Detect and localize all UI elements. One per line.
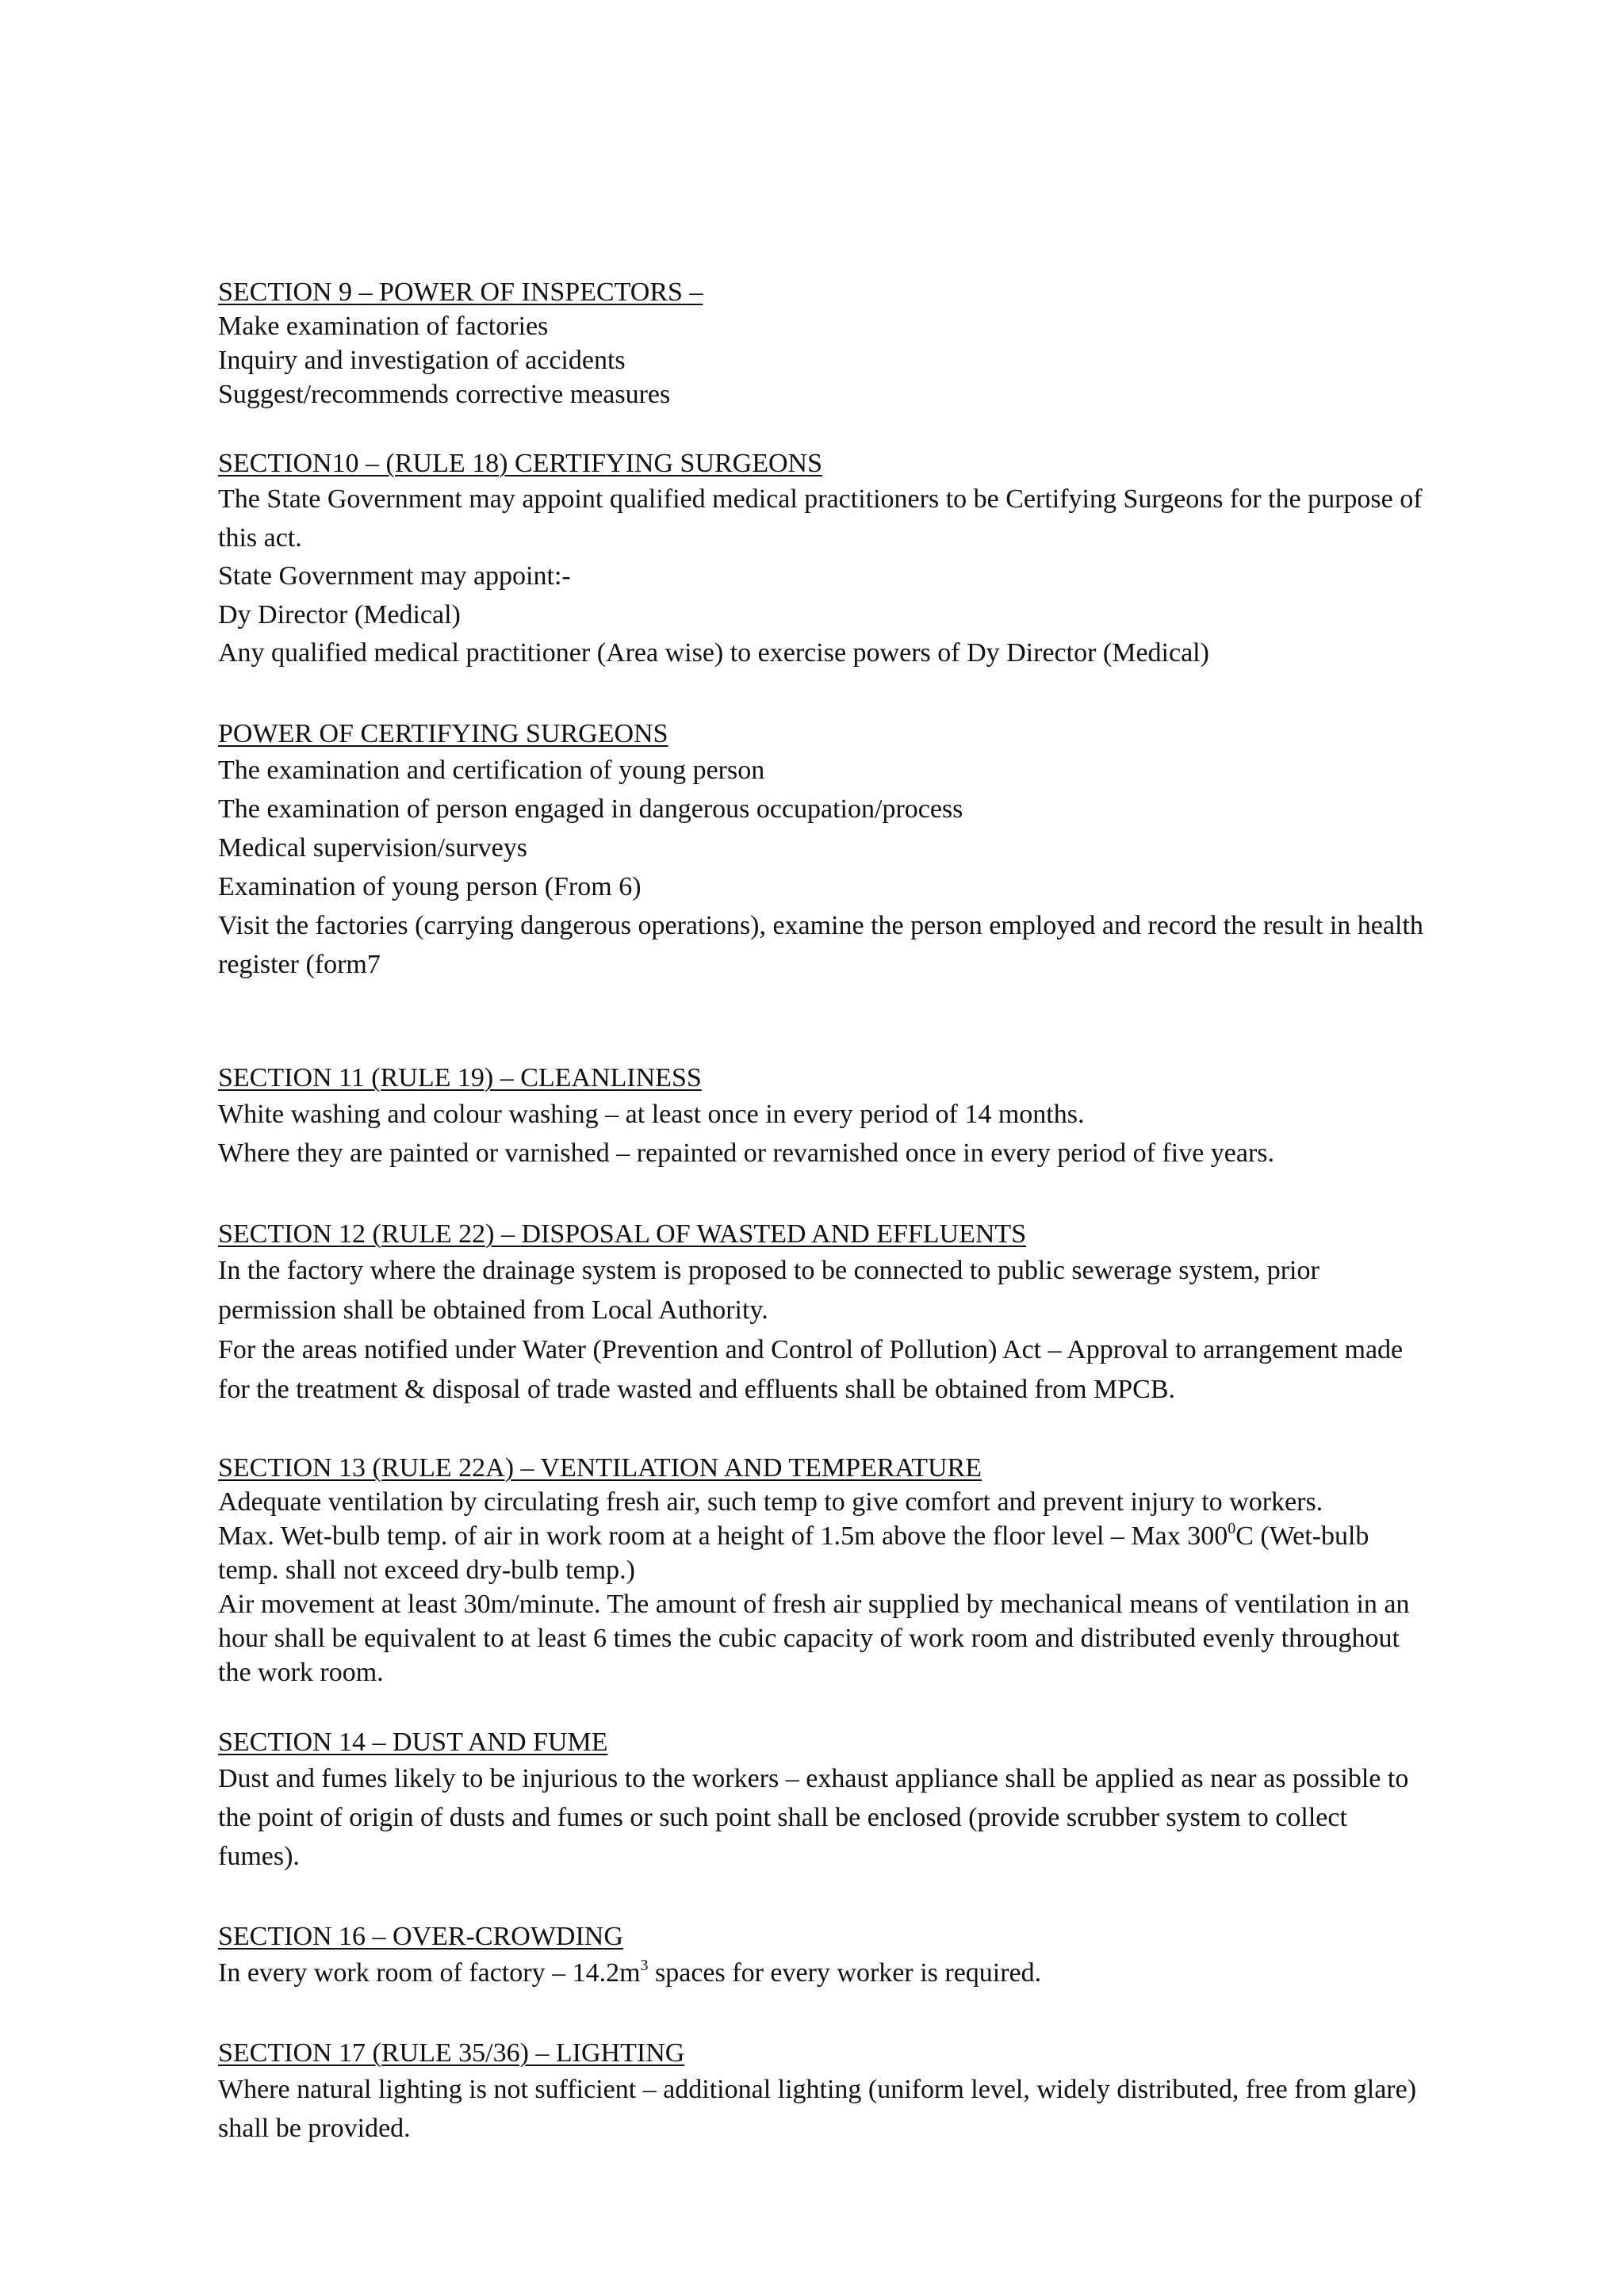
text-segment: spaces for every worker is required. xyxy=(648,1958,1042,1988)
text-line: permission shall be obtained from Local Authority. xyxy=(218,1295,768,1325)
section-heading: SECTION 11 (RULE 19) – CLEANLINESS xyxy=(218,1063,702,1093)
text-line: register (form7 xyxy=(218,950,381,979)
section-10 xyxy=(218,446,1550,673)
superscript: 3 xyxy=(640,1957,649,1974)
section-heading: SECTION 12 (RULE 22) – DISPOSAL OF WASTED AND EFFLUENTS xyxy=(218,1219,1027,1249)
text-line: The State Government may appoint qualified medical practitioners to be Certifying Surgeons for the purpose of xyxy=(218,484,1423,514)
section-17 xyxy=(218,2036,1550,2148)
text-line: Air movement at least 30m/minute. The amount of fresh air supplied by mechanical means of ventilation in an xyxy=(218,1590,1410,1619)
section-heading: SECTION 17 (RULE 35/36) – LIGHTING xyxy=(218,2038,685,2068)
text-line: temp. shall not exceed dry-bulb temp.) xyxy=(218,1556,635,1585)
text-line: The examination of person engaged in dangerous occupation/process xyxy=(218,794,963,824)
text-line: State Government may appoint:- xyxy=(218,561,571,591)
text-line: hour shall be equivalent to at least 6 times the cubic capacity of work room and distributed evenly throughout xyxy=(218,1624,1400,1653)
text-line: Medical supervision/surveys xyxy=(218,833,527,863)
text-line: the point of origin of dusts and fumes or such point shall be enclosed (provide scrubber system to collect xyxy=(218,1803,1347,1832)
section-heading: POWER OF CERTIFYING SURGEONS xyxy=(218,719,668,748)
text-line: In the factory where the drainage system is proposed to be connected to public sewerage system, prior xyxy=(218,1256,1320,1285)
section-heading: SECTION 16 – OVER-CROWDING xyxy=(218,1922,623,1951)
text-line: Where they are painted or varnished – repainted or revarnished once in every period of five years. xyxy=(218,1138,1275,1168)
text-line: fumes). xyxy=(218,1842,300,1871)
text-line: Visit the factories (carrying dangerous operations), examine the person employed and record the result in health xyxy=(218,911,1423,940)
section-heading: SECTION 14 – DUST AND FUME xyxy=(218,1728,608,1757)
section-13 xyxy=(218,1451,1550,1689)
text-line: Where natural lighting is not sufficient – additional lighting (uniform level, widely distributed, free from glare) xyxy=(218,2075,1417,2104)
section-16 xyxy=(218,1919,1550,1992)
text-line: Examination of young person (From 6) xyxy=(218,872,642,901)
section-11 xyxy=(218,1061,1550,1173)
text-line: The examination and certification of young person xyxy=(218,756,765,785)
text-line: this act. xyxy=(218,522,302,553)
text-line: White washing and colour washing – at least once in every period of 14 months. xyxy=(218,1100,1085,1129)
superscript: 0 xyxy=(1228,1520,1236,1537)
text-line: Inquiry and investigation of accidents xyxy=(218,346,626,375)
text-line: Dust and fumes likely to be injurious to the workers – exhaust appliance shall be applied as near as possible to xyxy=(218,1764,1409,1793)
section-heading: SECTION 9 – POWER OF INSPECTORS – xyxy=(218,277,703,307)
section-14 xyxy=(218,1725,1550,1876)
section-9 xyxy=(218,275,1550,411)
text-line: the work room. xyxy=(218,1658,384,1687)
section-12 xyxy=(218,1217,1550,1410)
text-segment: Max. Wet-bulb temp. of air in work room at a height of 1.5m above the floor level – Max 300 xyxy=(218,1521,1228,1551)
text-line: Any qualified medical practitioner (Area wise) to exercise powers of Dy Director (Medical) xyxy=(218,638,1209,668)
text-line xyxy=(218,1519,1550,1553)
text-line xyxy=(218,1954,1550,1992)
section-heading: SECTION 13 (RULE 22A) – VENTILATION AND TEMPERATURE xyxy=(218,1453,982,1483)
text-segment: C (Wet-bulb xyxy=(1235,1521,1369,1551)
text-line: Adequate ventilation by circulating fresh air, such temp to give comfort and prevent injury to workers. xyxy=(218,1487,1323,1517)
text-line: for the treatment & disposal of trade wasted and effluents shall be obtained from MPCB. xyxy=(218,1375,1176,1404)
text-segment: In every work room of factory – 14.2m xyxy=(218,1958,641,1988)
text-line: Make examination of factories xyxy=(218,312,549,341)
text-line: For the areas notified under Water (Prevention and Control of Pollution) Act – Approval to arrangement made xyxy=(218,1335,1404,1364)
text-line: shall be provided. xyxy=(218,2114,411,2143)
section-powers-of-certifying-surgeons xyxy=(218,717,1550,984)
text-line: Suggest/recommends corrective measures xyxy=(218,380,671,409)
section-heading: SECTION10 – (RULE 18) CERTIFYING SURGEONS xyxy=(218,449,823,478)
text-line: Dy Director (Medical) xyxy=(218,599,461,629)
